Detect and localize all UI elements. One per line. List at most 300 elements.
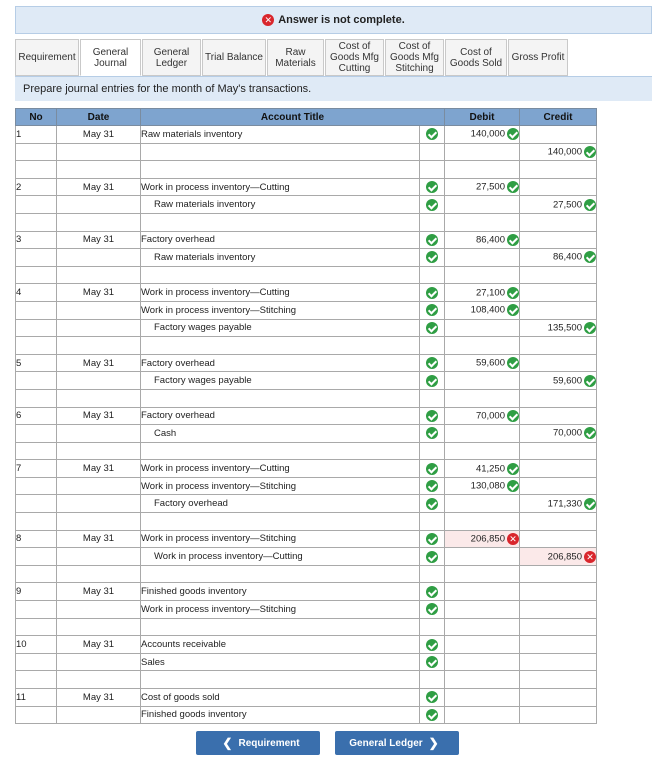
spacer-cell [57,266,141,284]
check-icon [426,639,438,651]
spacer-cell [57,671,141,689]
journal-entry-row [16,284,597,302]
spacer-cell [16,161,57,179]
date-value: May 31 [82,287,115,299]
entry-number-cell [16,583,57,601]
account-title-cell[interactable] [141,706,420,724]
tab-general-ledger[interactable]: General Ledger [142,39,201,76]
date-cell[interactable] [57,636,141,654]
spacer-cell [445,513,520,531]
spacer-cell [57,618,141,636]
account-title-cell[interactable] [141,689,420,707]
credit-cell[interactable] [520,706,597,724]
debit-amount: 108,400 [470,304,505,316]
credit-cell[interactable] [520,689,597,707]
date-cell[interactable] [57,178,141,196]
tab-cost-of-goods-sold[interactable]: Cost of Goods Sold [445,39,507,76]
entry-number-cell [16,460,57,478]
account-title-cell[interactable] [141,530,420,548]
credit-cell[interactable] [520,583,597,601]
credit-cell[interactable] [520,284,597,302]
credit-amount: 86,400 [552,251,582,263]
date-cell[interactable] [57,249,141,267]
debit-cell[interactable] [445,196,520,214]
date-cell[interactable] [57,319,141,337]
date-cell[interactable] [57,477,141,495]
spacer-row [16,513,597,531]
date-cell[interactable] [57,301,141,319]
check-icon [426,427,438,439]
credit-cell[interactable] [520,407,597,425]
tab-requirement[interactable]: Requirement [15,39,79,76]
entry-number: 4 [16,287,22,299]
credit-cell[interactable] [520,196,597,214]
date-value: May 31 [82,533,115,545]
entry-number-cell [16,548,57,566]
debit-cell[interactable] [445,284,520,302]
spacer-cell [57,213,141,231]
account-title-cell[interactable] [141,460,420,478]
account-title: Raw materials inventory [154,251,256,263]
spacer-cell [445,671,520,689]
entry-number: 2 [16,181,22,193]
spacer-cell [57,161,141,179]
account-title-cell[interactable] [141,407,420,425]
spacer-cell [445,161,520,179]
account-status-cell [420,231,445,249]
account-title-cell[interactable] [141,126,420,144]
check-icon [507,480,519,492]
debit-cell[interactable] [445,372,520,390]
check-icon [426,691,438,703]
account-title-cell[interactable] [141,178,420,196]
account-status-cell [420,706,445,724]
check-icon [426,234,438,246]
debit-cell[interactable] [445,706,520,724]
spacer-cell [16,266,57,284]
spacer-cell [520,337,597,355]
account-title-cell[interactable] [141,196,420,214]
account-title-cell[interactable] [141,143,420,161]
account-status-cell [420,548,445,566]
x-circle-icon: ✕ [262,14,274,26]
check-icon [584,251,596,263]
entry-number: 6 [16,410,22,422]
account-title-cell[interactable] [141,425,420,443]
spacer-cell [420,213,445,231]
account-title: Work in process inventory—Cutting [141,463,290,475]
check-icon [426,463,438,475]
account-title: Work in process inventory—Stitching [141,480,297,492]
entry-number-cell [16,425,57,443]
debit-amount: 27,500 [475,181,505,193]
tab-general-journal[interactable]: General Journal [80,39,141,76]
spacer-cell [57,513,141,531]
credit-cell[interactable] [520,301,597,319]
debit-cell[interactable] [445,319,520,337]
check-icon [426,128,438,140]
journal-entry-row [16,231,597,249]
entry-number-cell [16,653,57,671]
check-icon [584,322,596,334]
check-icon [426,322,438,334]
header-no: No [16,109,57,126]
spacer-cell [16,442,57,460]
check-icon [507,304,519,316]
credit-amount: 59,600 [552,375,582,387]
date-cell[interactable] [57,354,141,372]
credit-cell[interactable] [520,530,597,548]
check-icon [426,603,438,615]
spacer-cell [420,618,445,636]
spacer-cell [420,513,445,531]
date-cell[interactable] [57,706,141,724]
account-title-cell[interactable] [141,477,420,495]
date-value: May 31 [82,128,115,140]
journal-entry-row [16,460,597,478]
account-title: Work in process inventory—Cutting [141,287,290,299]
date-value: May 31 [82,463,115,475]
date-cell[interactable] [57,196,141,214]
account-title: Factory overhead [141,357,215,369]
spacer-cell [420,337,445,355]
spacer-cell [520,618,597,636]
account-title: Work in process inventory—Stitching [141,304,297,316]
credit-amount: 171,330 [547,498,582,510]
spacer-row [16,161,597,179]
credit-cell[interactable] [520,601,597,619]
account-status-cell [420,319,445,337]
x-circle-icon: ✕ [507,533,519,545]
credit-cell[interactable] [520,249,597,267]
journal-table [15,108,597,724]
account-status-cell [420,425,445,443]
check-icon [507,410,519,422]
account-title-cell[interactable] [141,354,420,372]
debit-cell[interactable] [445,354,520,372]
debit-cell[interactable] [445,548,520,566]
account-title: Cash [154,427,177,439]
spacer-cell [420,266,445,284]
journal-entry-row [16,249,597,267]
entry-number-cell [16,706,57,724]
entry-number-cell [16,477,57,495]
debit-cell[interactable] [445,583,520,601]
date-cell[interactable] [57,372,141,390]
journal-entry-row [16,301,597,319]
account-title-cell[interactable] [141,636,420,654]
next-button-label: General Ledger [349,737,423,749]
date-cell[interactable] [57,407,141,425]
spacer-cell [445,565,520,583]
date-cell[interactable] [57,548,141,566]
spacer-cell [57,389,141,407]
journal-entry-row [16,530,597,548]
credit-cell[interactable] [520,126,597,144]
date-value: May 31 [82,234,115,246]
credit-cell[interactable] [520,178,597,196]
account-title: Raw materials inventory [154,199,256,211]
entry-number: 5 [16,357,22,369]
credit-cell[interactable] [520,354,597,372]
debit-cell[interactable] [445,301,520,319]
debit-cell[interactable] [445,231,520,249]
account-title: Sales [141,656,165,668]
credit-cell[interactable] [520,372,597,390]
journal-entry-row [16,477,597,495]
credit-cell[interactable] [520,636,597,654]
debit-amount: 41,250 [475,463,505,475]
date-cell[interactable] [57,653,141,671]
tab-gross-profit[interactable]: Gross Profit [508,39,568,76]
spacer-cell [520,513,597,531]
debit-cell[interactable] [445,407,520,425]
check-icon [584,427,596,439]
debit-amount: 140,000 [470,128,505,140]
credit-cell[interactable] [520,425,597,443]
debit-cell[interactable] [445,636,520,654]
tab-cost-of-goods-mfg-stitching[interactable]: Cost of Goods Mfg Stitching [385,39,444,76]
spacer-cell [445,442,520,460]
requirement-tabs [15,39,569,76]
spacer-cell [57,565,141,583]
check-icon [507,463,519,475]
date-cell[interactable] [57,495,141,513]
account-title: Factory wages payable [154,375,252,387]
debit-cell[interactable] [445,477,520,495]
check-icon [426,498,438,510]
date-cell[interactable] [57,143,141,161]
spacer-cell [420,671,445,689]
credit-amount: 206,850 [547,551,582,563]
debit-cell[interactable] [445,689,520,707]
debit-cell[interactable] [445,601,520,619]
account-title: Work in process inventory—Stitching [141,533,297,545]
header-date: Date [57,109,141,126]
next-general-ledger-button[interactable] [335,731,459,755]
check-icon [426,410,438,422]
spacer-cell [141,213,420,231]
spacer-cell [141,161,420,179]
account-title-cell[interactable] [141,249,420,267]
spacer-cell [520,266,597,284]
account-title: Work in process inventory—Stitching [141,603,297,615]
account-status-cell [420,301,445,319]
debit-amount: 130,080 [470,480,505,492]
date-cell[interactable] [57,583,141,601]
date-cell[interactable] [57,284,141,302]
tab-raw-materials[interactable]: Raw Materials [267,39,324,76]
spacer-cell [141,618,420,636]
account-status-cell [420,530,445,548]
debit-cell[interactable] [445,460,520,478]
spacer-cell [16,565,57,583]
check-icon [507,181,519,193]
account-title-cell[interactable] [141,231,420,249]
account-title-cell[interactable] [141,319,420,337]
date-cell[interactable] [57,689,141,707]
spacer-cell [57,337,141,355]
debit-cell[interactable] [445,425,520,443]
account-title: Factory overhead [141,234,215,246]
credit-cell[interactable] [520,460,597,478]
check-icon [426,586,438,598]
debit-cell[interactable] [445,495,520,513]
entry-number-cell [16,495,57,513]
debit-cell[interactable] [445,178,520,196]
entry-number-cell [16,178,57,196]
credit-amount: 27,500 [552,199,582,211]
date-cell[interactable] [57,460,141,478]
spacer-cell [520,671,597,689]
entry-number: 9 [16,586,22,598]
spacer-cell [141,337,420,355]
credit-cell[interactable] [520,231,597,249]
credit-cell[interactable] [520,143,597,161]
x-circle-icon: ✕ [584,551,596,563]
spacer-cell [16,337,57,355]
account-status-cell [420,583,445,601]
spacer-cell [445,389,520,407]
spacer-cell [520,442,597,460]
entry-number: 3 [16,234,22,246]
journal-entry-row [16,143,597,161]
account-status-cell [420,636,445,654]
check-icon [507,287,519,299]
tab-trial-balance[interactable]: Trial Balance [202,39,266,76]
spacer-cell [16,213,57,231]
check-icon [426,709,438,721]
credit-cell[interactable] [520,495,597,513]
journal-entry-row [16,196,597,214]
check-icon [426,199,438,211]
account-title: Raw materials inventory [141,128,243,140]
check-icon [584,199,596,211]
account-title: Work in process inventory—Cutting [141,181,290,193]
spacer-row [16,671,597,689]
debit-cell[interactable] [445,653,520,671]
check-icon [426,375,438,387]
debit-cell[interactable] [445,530,520,548]
credit-cell[interactable] [520,548,597,566]
entry-number-cell [16,284,57,302]
check-icon [507,128,519,140]
journal-entry-row [16,601,597,619]
entry-number: 7 [16,463,22,475]
account-title-cell[interactable] [141,495,420,513]
header-credit: Credit [520,109,597,126]
account-status-cell [420,284,445,302]
spacer-row [16,565,597,583]
spacer-cell [445,337,520,355]
header-debit: Debit [445,109,520,126]
spacer-cell [16,389,57,407]
account-status-cell [420,477,445,495]
date-cell[interactable] [57,601,141,619]
account-title: Cost of goods sold [141,691,220,703]
credit-cell[interactable] [520,653,597,671]
credit-amount: 70,000 [552,427,582,439]
spacer-cell [445,618,520,636]
date-cell[interactable] [57,425,141,443]
debit-amount: 59,600 [475,357,505,369]
date-cell[interactable] [57,231,141,249]
check-icon [426,357,438,369]
tab-cost-of-goods-mfg-cutting[interactable]: Cost of Goods Mfg Cutting [325,39,384,76]
account-title-cell[interactable] [141,601,420,619]
debit-cell[interactable] [445,249,520,267]
date-cell[interactable] [57,126,141,144]
spacer-cell [57,442,141,460]
journal-entry-row [16,126,597,144]
account-title-cell[interactable] [141,653,420,671]
account-title: Work in process inventory—Cutting [154,551,303,563]
account-status-cell [420,601,445,619]
account-title-cell[interactable] [141,372,420,390]
journal-entry-row [16,706,597,724]
entry-number-cell [16,249,57,267]
debit-cell[interactable] [445,143,520,161]
header-account-title: Account Title [141,109,445,126]
account-title-cell[interactable] [141,548,420,566]
credit-cell[interactable] [520,319,597,337]
journal-entry-row [16,689,597,707]
credit-amount: 135,500 [547,322,582,334]
entry-number-cell [16,301,57,319]
chevron-right-icon: ❯ [428,736,439,750]
account-status-cell [420,407,445,425]
journal-entry-row [16,407,597,425]
account-title: Accounts receivable [141,639,227,651]
date-value: May 31 [82,410,115,422]
spacer-cell [420,389,445,407]
credit-cell[interactable] [520,477,597,495]
account-title: Finished goods inventory [141,586,247,598]
check-icon [507,357,519,369]
journal-entry-row [16,495,597,513]
spacer-cell [16,618,57,636]
account-status-cell [420,249,445,267]
debit-amount: 70,000 [475,410,505,422]
account-title-cell[interactable] [141,583,420,601]
date-value: May 31 [82,586,115,598]
debit-cell[interactable] [445,126,520,144]
journal-entry-row [16,178,597,196]
spacer-cell [141,266,420,284]
entry-number-cell [16,601,57,619]
spacer-cell [420,565,445,583]
account-status-cell [420,178,445,196]
check-icon [426,656,438,668]
account-title-cell[interactable] [141,284,420,302]
check-icon [584,498,596,510]
spacer-row [16,442,597,460]
account-status-cell [420,143,445,161]
account-status-cell [420,495,445,513]
journal-entry-row [16,354,597,372]
check-icon [426,480,438,492]
account-title-cell[interactable] [141,301,420,319]
journal-entry-row [16,319,597,337]
prev-requirement-button[interactable] [196,731,320,755]
account-status-cell [420,354,445,372]
date-cell[interactable] [57,530,141,548]
instruction-text: Prepare journal entries for the month of May's transactions. [15,76,652,101]
answer-status-text: Answer is not complete. [278,14,405,26]
check-icon [426,304,438,316]
check-icon [426,251,438,263]
account-title: Factory wages payable [154,322,252,334]
